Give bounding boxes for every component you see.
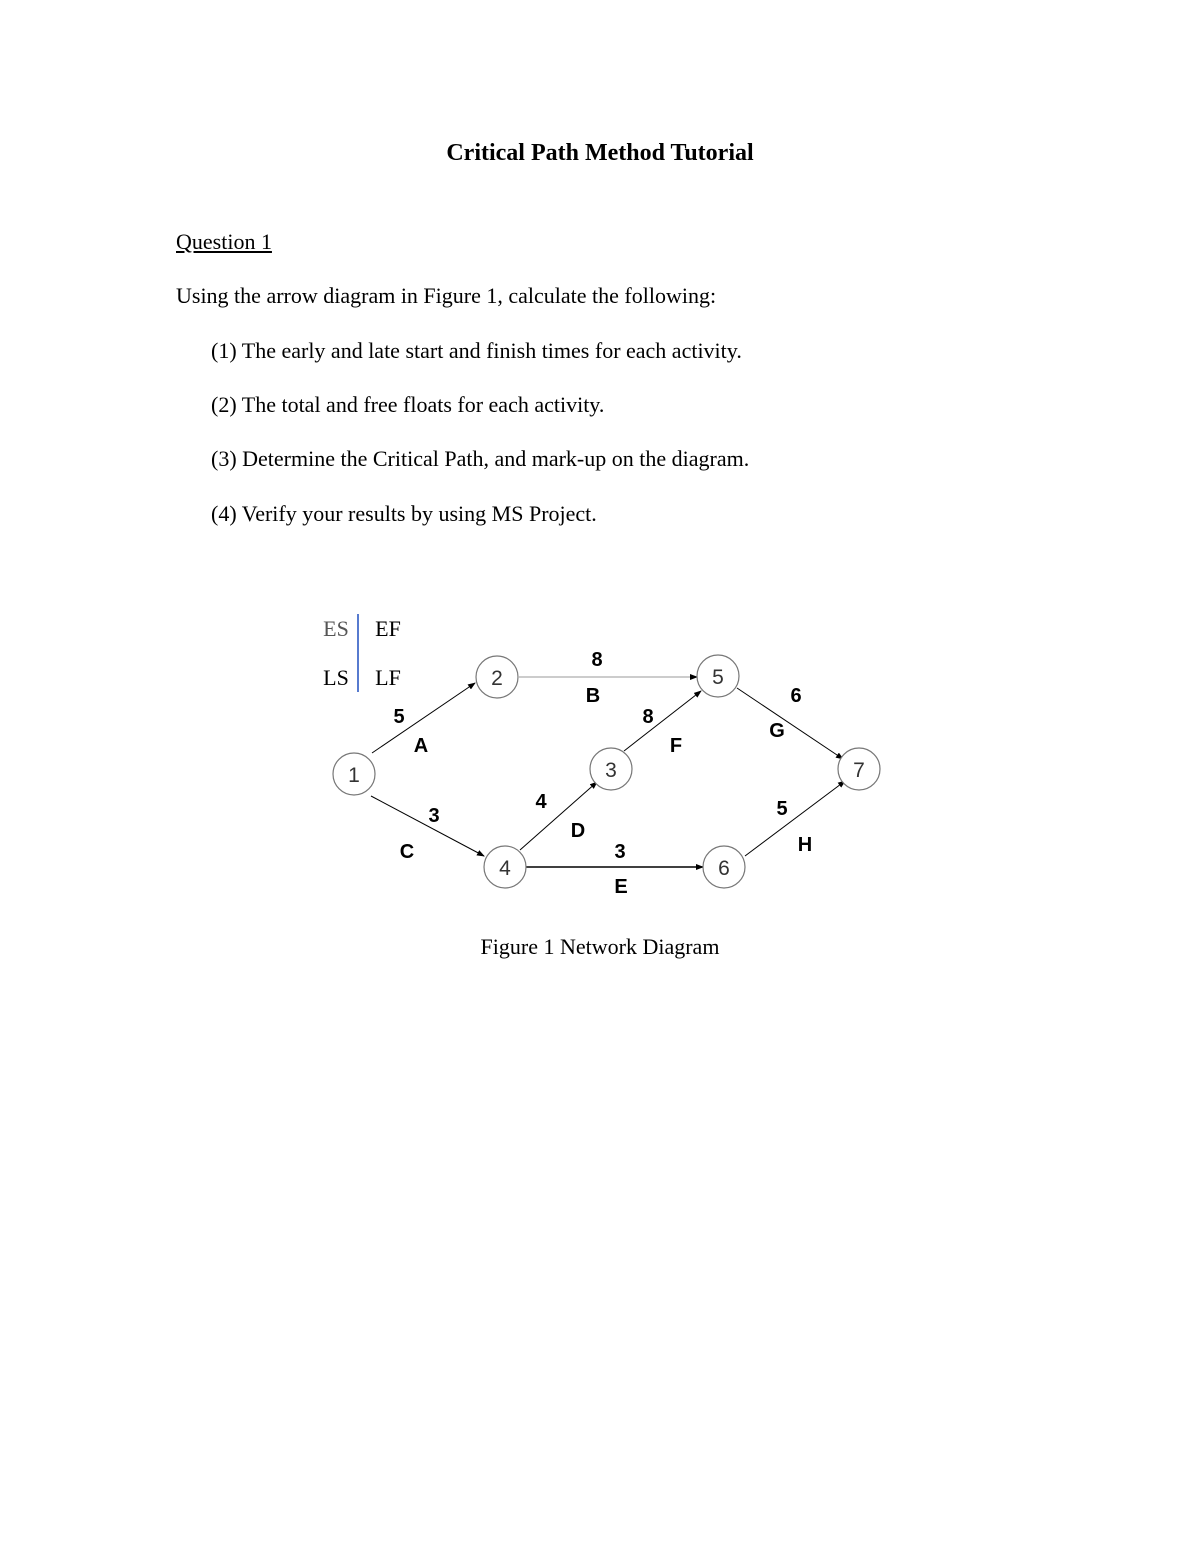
activity-c-label: C — [399, 841, 415, 863]
activity-h-arrow — [745, 781, 845, 856]
activity-b-duration: 8 — [591, 649, 603, 671]
node-7 — [838, 748, 880, 790]
node-2 — [476, 656, 518, 698]
activity-a-label: A — [413, 735, 429, 757]
node-label: 1 — [348, 764, 360, 787]
activity-g-duration: 6 — [790, 685, 802, 707]
activity-a-duration: 5 — [393, 706, 405, 728]
activity-f-duration: 8 — [642, 706, 654, 728]
node-3 — [590, 748, 632, 790]
legend-lf: LF — [375, 665, 401, 690]
activity-g-label: G — [769, 720, 785, 742]
instructions-text: Using the arrow diagram in Figure 1, calculate the following: — [176, 283, 717, 308]
activity-d-label: D — [570, 820, 586, 842]
question-heading: Question 1 — [176, 229, 272, 254]
task-item: (4) Verify your results by using MS Project. — [211, 501, 597, 526]
node-label: 4 — [499, 857, 511, 880]
node-label: 6 — [718, 857, 730, 880]
activity-h-label: H — [797, 834, 813, 856]
node-5 — [697, 655, 739, 697]
node-1 — [333, 753, 375, 795]
legend-es: ES — [323, 616, 349, 641]
node-label: 7 — [853, 759, 865, 782]
task-item: (1) The early and late start and finish times for each activity. — [211, 338, 742, 363]
legend — [323, 614, 401, 692]
activity-d-duration: 4 — [535, 791, 547, 813]
node-6 — [703, 846, 745, 888]
node-label: 5 — [712, 666, 724, 689]
activity-e-label: E — [614, 876, 628, 898]
node-4 — [484, 846, 526, 888]
task-item: (2) The total and free floats for each activity. — [211, 392, 605, 417]
figure-caption: Figure 1 Network Diagram — [480, 934, 720, 959]
document-title: Critical Path Method Tutorial — [446, 140, 754, 166]
node-label: 3 — [605, 759, 617, 782]
legend-ls: LS — [323, 665, 349, 690]
activity-f-arrow — [624, 691, 701, 751]
activity-c-duration: 3 — [428, 805, 440, 827]
activity-d-arrow — [520, 782, 597, 850]
task-item: (3) Determine the Critical Path, and mark-up on the diagram. — [211, 446, 750, 471]
legend-ef: EF — [375, 616, 401, 641]
activity-e-duration: 3 — [614, 841, 626, 863]
activity-b-label: B — [585, 685, 601, 707]
activity-f-label: F — [669, 735, 683, 757]
node-label: 2 — [491, 667, 503, 690]
activity-h-duration: 5 — [776, 798, 788, 820]
